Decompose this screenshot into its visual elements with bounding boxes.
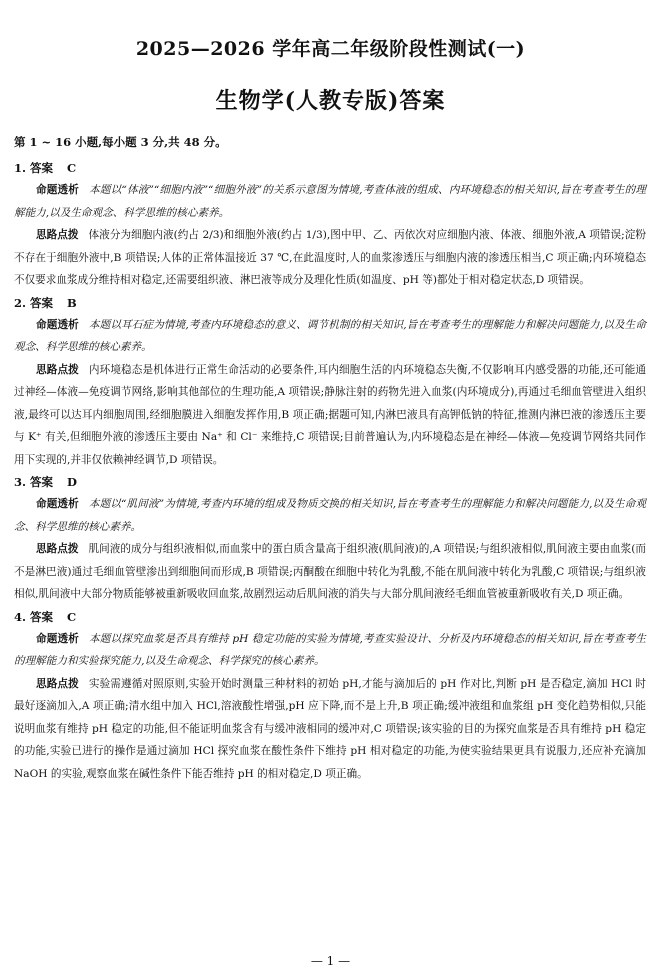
- page-subtitle: 生物学(人教专版)答案: [215, 88, 446, 114]
- hint-text: 肌间液的成分与组织液相似,而血浆中的蛋白质含量高于组织液(肌间液)的,A 项错误;与组织液相似,肌间液主要由血浆(而不是淋巴液)通过毛细血管壁渗出到细胞间而形成,B 项错误;丙酮酸在细胞中转化为乳酸,不能在肌间液中转化为乳酸,C 项错误;与组织液相似,肌间液中大部分物质能够被重新吸收回血浆,故剧烈运动后肌间液的消失与大部分肌间液经毛细血管被重新吸收有关,D 项正确。: [14, 543, 647, 600]
- hint-text: 体液分为细胞内液(约占 2/3)和细胞外液(约占 1/3),图中甲、乙、丙依次对应细胞内液、体液、细胞外液,A 项错误;淀粉不存在于细胞外液中,B 项错误;人体的正常体温接近 37 ℃,在此温度时,人的血浆渗透压与细胞内液的渗透压相当,C 项正确;内环境稳态不仅要求血浆成分维持相对稳定,还需要组织液、淋巴液等成分及理化性质(如温度、pH 等)都处于相对稳定状态,D 项错误。: [14, 229, 647, 286]
- intent-text: 本题以“体液”“细胞内液”“细胞外液”的关系示意图为情境,考查体液的组成、内环境稳态的相关知识,旨在考查考生的理解能力,以及生命观念、科学思维的核心素养。: [14, 184, 647, 219]
- section-intro: 第 1 ~ 16 小题,每小题 3 分,共 48 分。: [14, 135, 227, 149]
- question-4-header: [14, 606, 661, 628]
- intent-label: 命题透析: [36, 184, 80, 196]
- question-1-hint: [14, 224, 646, 292]
- intent-label: 命题透析: [36, 498, 79, 510]
- question-3-hint: [14, 538, 646, 606]
- question-1: [0, 157, 661, 292]
- answer-letter: B: [67, 295, 77, 310]
- question-3-intent: [14, 493, 646, 538]
- question-3-header: [14, 471, 661, 493]
- hint-label: 思路点拨: [36, 677, 79, 690]
- intent-label: 命题透析: [36, 318, 79, 331]
- hint-text: 实验需遵循对照原则,实验开始时测量三种材料的初始 pH,才能与滴加后的 pH 作对比,判断 pH 是否稳定,滴加 HCl 时最好逐滴加入,A 项正确;清水组中加入 HCl,溶液酸性增强,pH 应下降,而不是上升,B 项正确;缓冲液组和血浆组 pH 变化趋势相似,只能说明血浆有维持 pH 稳定的功能,但不能证明血浆含有与缓冲液相同的缓冲对,C 项错误;该实验的目的为探究血浆是否具有维持 pH 稳定的功能,实验已进行的操作是通过滴加 HCl 探究血浆在酸性条件下维持 pH 相对稳定的功能,为使实验结果更具有说服力,还应补充滴加 NaOH 的实验,观察血浆在碱性条件下能否维持 pH 的相对稳定,D 项正确。: [14, 677, 646, 780]
- intent-text: 本题以探究血浆是否具有维持 pH 稳定功能的实验为情境,考查实验设计、分析及内环境稳态的相关知识,旨在考查考生的理解能力和实验探究能力,以及生命观念、科学探究的核心素养。: [14, 632, 646, 667]
- answer-letter: C: [67, 609, 77, 624]
- answer-content: [0, 131, 661, 785]
- hint-label: 思路点拨: [36, 229, 79, 241]
- question-2-intent: [14, 314, 646, 359]
- question-3: [0, 471, 661, 606]
- question-number: 1. 答案: [14, 161, 54, 175]
- question-2: [0, 292, 661, 472]
- page-number: — 1 —: [310, 954, 351, 968]
- question-2-header: [14, 292, 661, 314]
- intent-text: 本题以耳石症为情境,考查内环境稳态的意义、调节机制的相关知识,旨在考查考生的理解能力和解决问题能力,以及生命观念、科学思维的核心素养。: [14, 318, 646, 353]
- question-number: 4. 答案: [14, 609, 54, 624]
- hint-text: 内环境稳态是机体进行正常生命活动的必要条件,耳内细胞生活的内环境稳态失衡,不仅影响耳内感受器的功能,还可能通过神经—体液—免疫调节网络,影响其他部位的生理功能,A 项错误;静脉注射的药物先进入血浆(内环境成分),再通过毛细血管壁进入组织液,最终可以达耳内细胞周围,经细胞膜进入细胞发挥作用,B 项正确;据题可知,内淋巴液具有高钾低钠的特征,推测内淋巴液的渗透压主要与 K⁺ 有关,但细胞外液的渗透压主要由 Na⁺ 和 Cl⁻ 来维持,C 项错误;目前普遍认为,内环境稳态是在神经—体液—免疫调节网络共同作用下实现的,并非仅依赖神经调节,D 项错误。: [14, 363, 646, 466]
- hint-label: 思路点拨: [36, 363, 79, 376]
- question-4-hint: [14, 673, 646, 786]
- question-number: 3. 答案: [14, 475, 54, 489]
- intent-text: 本题以“肌间液”为情境,考查内环境的组成及物质交换的相关知识,旨在考查考生的理解能力和解决问题能力,以及生命观念、科学思维的核心素养。: [14, 498, 646, 533]
- hint-label: 思路点拨: [36, 543, 79, 555]
- intent-label: 命题透析: [36, 632, 80, 645]
- answer-letter: D: [67, 475, 77, 489]
- question-number: 2. 答案: [14, 295, 54, 310]
- answer-letter: C: [67, 161, 77, 175]
- question-4-intent: [14, 628, 646, 673]
- question-1-intent: [14, 179, 646, 224]
- question-1-header: [14, 157, 661, 179]
- question-2-hint: [14, 359, 646, 472]
- page-title: 2025—2026 学年高二年级阶段性测试(一): [135, 38, 526, 60]
- question-4: [0, 606, 661, 786]
